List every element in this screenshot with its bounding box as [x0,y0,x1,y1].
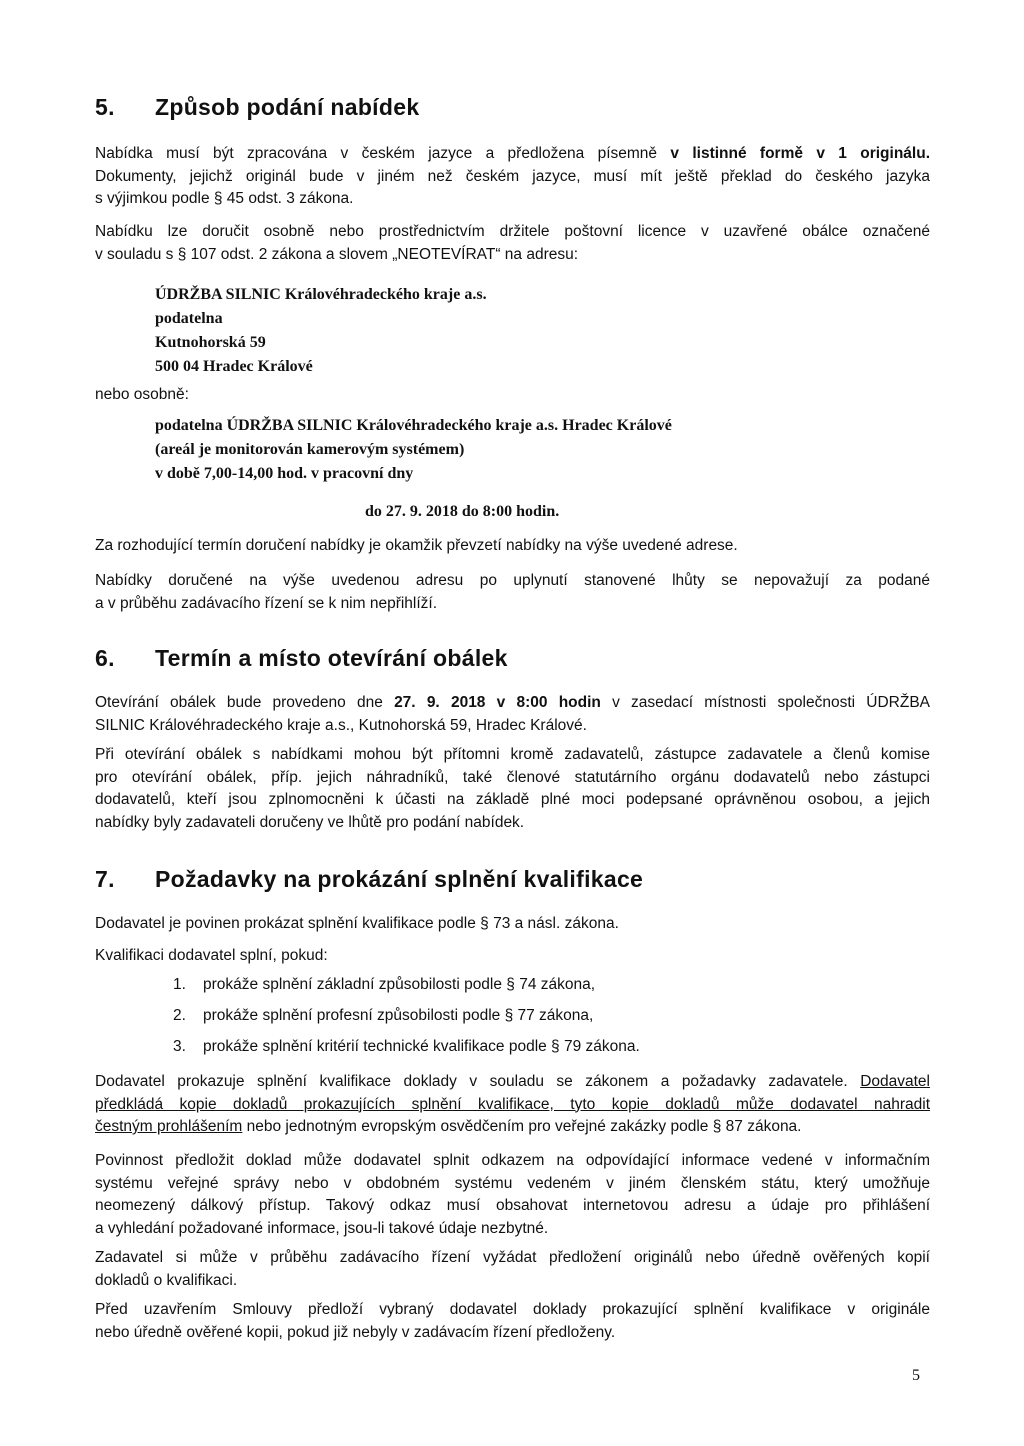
list-number: 1. [173,976,186,993]
list-text: prokáže splnění kritérií technické kvalifikace podle § 79 zákona. [203,1038,640,1055]
text-line: dodavatelů, kteří jsou zplnomocněni k účasti na základě plné moci podepsané oprávněnou osobou, a jejich [95,791,930,808]
section-7-paragraph-5 [95,1247,930,1292]
address-line: (areál je monitorován kamerovým systémem) [155,441,465,458]
list-item [173,1007,640,1038]
list-item [173,976,640,1007]
section-6-paragraph-2 [95,744,930,834]
section-5-heading [95,94,419,121]
underlined-text-line: předkládá kopie dokladů prokazujících splnění kvalifikace, tyto kopie dokladů může dodavatel nahradit [95,1095,930,1113]
list-item [173,1038,640,1069]
submission-deadline: do 27. 9. 2018 do 8:00 hodin. [365,503,560,520]
text-line: nebo úředně ověřené kopii, pokud již nebyly v zadávacím řízení předloženy. [95,1323,616,1341]
list-text: prokáže splnění základní způsobilosti podle § 74 zákona, [203,976,596,993]
text-line: Dodavatel je povinen prokázat splnění kvalifikace podle § 73 a násl. zákona. [95,915,619,932]
text-line: systému veřejné správy nebo v obdobném systému vedeném v jiném členském státu, který umožňuje [95,1174,930,1192]
section-6-number: 6. [95,645,115,671]
section-5-title: Způsob podání nabídek [155,94,420,120]
section-6-title: Termín a místo otevírání obálek [155,645,508,671]
section-7-title: Požadavky na prokázání splnění kvalifikace [155,866,644,892]
text-line: dokladů o kvalifikaci. [95,1271,238,1289]
section-5-number: 5. [95,94,115,120]
text-line: pro otevírání obálek, příp. jejich náhradníků, také členové statutárního orgánu dodavatelů nebo zástupci [95,768,930,786]
section-7-paragraph-1 [95,913,930,936]
section-7-number: 7. [95,866,115,892]
text-line: Povinnost předložit doklad může dodavatel splnit odkazem na odpovídající informace vedené v informačním [95,1152,930,1169]
text-line: Zadavatel si může v průběhu zadávacího řízení vyžádat předložení originálů nebo úředně ověřených kopií [95,1249,930,1266]
text-line: Při otevírání obálek s nabídkami mohou být přítomni kromě zadavatelů, zástupce zadavatele a členů komise [95,746,930,763]
address-line: v době 7,00-14,00 hod. v pracovní dny [155,465,414,482]
text-line: nabídky byly zadavateli doručeny ve lhůtě pro podání nabídek. [95,813,525,831]
list-number: 3. [173,1038,186,1055]
section-5-paragraph-1 [95,143,930,211]
section-7-paragraph-6 [95,1299,930,1344]
text-line: Dokumenty, jejichž originál bude v jiném než českém jazyce, musí mít ještě překlad do českého jazyka [95,167,930,185]
text-line: Nabídku lze doručit osobně nebo prostřednictvím držitele poštovní licence v uzavřené obálce označené [95,223,930,240]
section-6-paragraph-1 [95,692,930,737]
text: Dodavatel prokazuje splnění kvalifikace doklady v souladu se zákonem a požadavky zadavatele. [95,1073,861,1090]
text-line: v souladu s § 107 odst. 2 zákona a slovem „NEOTEVÍRAT“ na adresu: [95,245,579,263]
section-7-paragraph-2 [95,945,930,968]
text: Nabídka musí být zpracována v českém jazyce a předložena písemně [95,145,671,162]
qualification-list [173,976,640,1069]
text: Otevírání obálek bude provedeno dne [95,694,395,711]
text-line: Kvalifikaci dodavatel splní, pokud: [95,947,328,964]
text-line: neomezený dálkový přístup. Takový odkaz musí obsahovat internetovou adresu a údaje pro přihlášení [95,1197,930,1214]
text-line: Za rozhodující termín doručení nabídky je okamžik převzetí nabídky na výše uvedené adrese. [95,537,738,554]
text-line: SILNIC Královéhradeckého kraje a.s., Kutnohorská 59, Hradec Králové. [95,716,587,734]
address-line: ÚDRŽBA SILNIC Královéhradeckého kraje a.s. [155,286,487,303]
section-7-heading [95,866,643,893]
postal-address [155,283,487,379]
address-line: podatelna ÚDRŽBA SILNIC Královéhradeckého kraje a.s. Hradec Králové [155,417,672,434]
section-7-paragraph-4 [95,1150,930,1240]
underlined-text: Dodavatel [860,1073,930,1090]
bold-text: 27. 9. 2018 v 8:00 hodin [394,694,601,711]
bold-text: v listinné formě v 1 originálu. [670,145,930,162]
text: nebo jednotným evropským osvědčením pro veřejné zakázky podle § 87 zákona. [242,1118,802,1135]
section-6-heading [95,645,508,672]
address-line: 500 04 Hradec Králové [155,358,313,375]
section-5-paragraph-2 [95,221,930,266]
list-number: 2. [173,1007,186,1024]
text-line: Nabídky doručené na výše uvedenou adresu po uplynutí stanovené lhůty se nepovažují za podané [95,572,930,589]
underlined-text: čestným prohlášením [95,1118,243,1135]
text-line: s výjimkou podle § 45 odst. 3 zákona. [95,190,354,207]
in-person-address [155,414,672,486]
list-text: prokáže splnění profesní způsobilosti podle § 77 zákona, [203,1007,594,1024]
text-line: a vyhledání požadované informace, jsou-li takové údaje nezbytné. [95,1219,549,1237]
address-line: podatelna [155,310,223,327]
text-line: a v průběhu zadávacího řízení se k nim nepřihlíží. [95,594,438,612]
section-5-paragraph-4 [95,570,930,615]
text: v zasedací místnosti společnosti ÚDRŽBA [600,694,931,711]
in-person-label: nebo osobně: [95,386,189,403]
section-5-paragraph-3 [95,535,930,558]
text-line: Před uzavřením Smlouvy předloží vybraný dodavatel doklady prokazující splnění kvalifikace v originále [95,1301,930,1318]
address-line: Kutnohorská 59 [155,334,266,351]
section-7-paragraph-3 [95,1071,930,1139]
page-number: 5 [912,1367,920,1384]
